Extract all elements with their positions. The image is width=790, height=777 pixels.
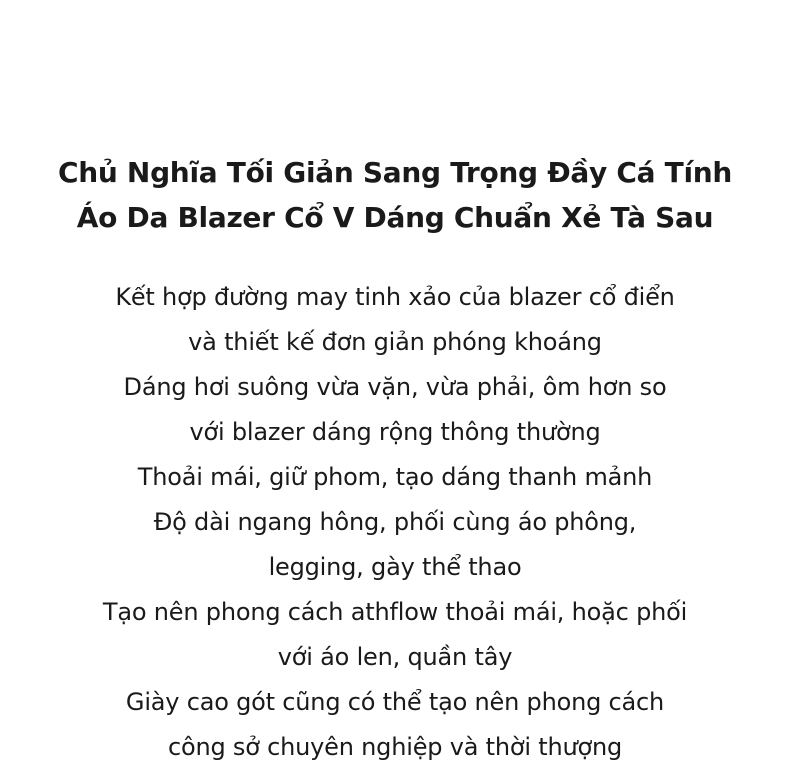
description-line-9: với áo len, quần tây	[277, 643, 513, 671]
description-line-5: Thoải mái, giữ phom, tạo dáng thanh mảnh	[137, 463, 653, 491]
description-line-6: Độ dài ngang hông, phối cùng áo phông,	[153, 508, 637, 536]
description-line-11: công sở chuyên nghiệp và thời thượng	[167, 733, 623, 761]
description-line-7: legging, gày thể thao	[268, 553, 522, 581]
description-line-2: và thiết kế đơn giản phóng khoáng	[188, 328, 602, 356]
title-block	[0, 150, 790, 240]
description-line-3: Dáng hơi suông vừa vặn, vừa phải, ôm hơn so	[123, 373, 667, 401]
description-line-8: Tạo nên phong cách athflow thoải mái, hoặc phối	[102, 598, 688, 626]
title-line-1: Chủ Nghĩa Tối Giản Sang Trọng Đầy Cá Tính	[57, 156, 733, 189]
description-line-1: Kết hợp đường may tinh xảo của blazer cổ điển	[115, 283, 675, 311]
description-line-4: với blazer dáng rộng thông thường	[189, 418, 601, 446]
description-block	[0, 275, 790, 770]
title-line-2: Áo Da Blazer Cổ V Dáng Chuẩn Xẻ Tà Sau	[76, 201, 714, 234]
description-line-10: Giày cao gót cũng có thể tạo nên phong cách	[125, 688, 665, 716]
